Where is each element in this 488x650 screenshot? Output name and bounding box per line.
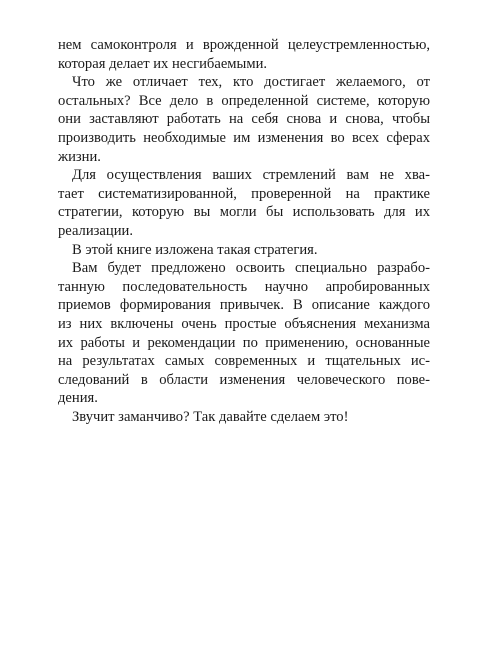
text-line: тает систематизированной, проверенной на практике [58,185,430,202]
text-line: Для осуществления ваших стремлений вам не хва- [72,167,430,184]
text-line: танную последовательность научно апробированных [58,278,430,295]
text-line: они заставляют работать на себя снова и снова, чтобы [58,111,430,128]
text-line: остальных? Все дело в определенной системе, которую [58,92,430,109]
text-line: реализации. [58,222,133,239]
paragraph [58,241,430,260]
text-line: В этой книге изложена такая стратегия. [72,241,318,258]
text-line: на результатах самых современных и тщательных ис- [58,353,430,370]
paragraph [58,36,430,73]
text-line: из них включены очень простые объяснения механизма [58,315,430,332]
text-line: следований в области изменения человеческого пове- [58,371,430,388]
text-line: стратегии, которую вы могли бы использовать для их [58,204,430,221]
paragraph [58,166,430,240]
text-line: производить необходимые им изменения во всех сферах [58,129,430,146]
text-line: Что же отличает тех, кто достигает желаемого, от [72,74,430,91]
paragraph [58,259,430,408]
text-line: Звучит заманчиво? Так давайте сделаем это! [72,408,349,425]
body-text [58,36,430,426]
text-line: приемов формирования привычек. В описание каждого [58,297,430,314]
paragraph [58,73,430,166]
text-line: жизни. [58,148,101,165]
paragraph [58,408,430,427]
text-line: Вам будет предложено освоить специально разрабо- [72,260,430,277]
text-line: дения. [58,390,98,407]
text-line: нем самоконтроля и врожденной целеустремленностью, [58,37,430,53]
text-line: их работы и рекомендации по применению, основанные [58,334,430,351]
text-line: которая делает их несгибаемыми. [58,55,268,72]
